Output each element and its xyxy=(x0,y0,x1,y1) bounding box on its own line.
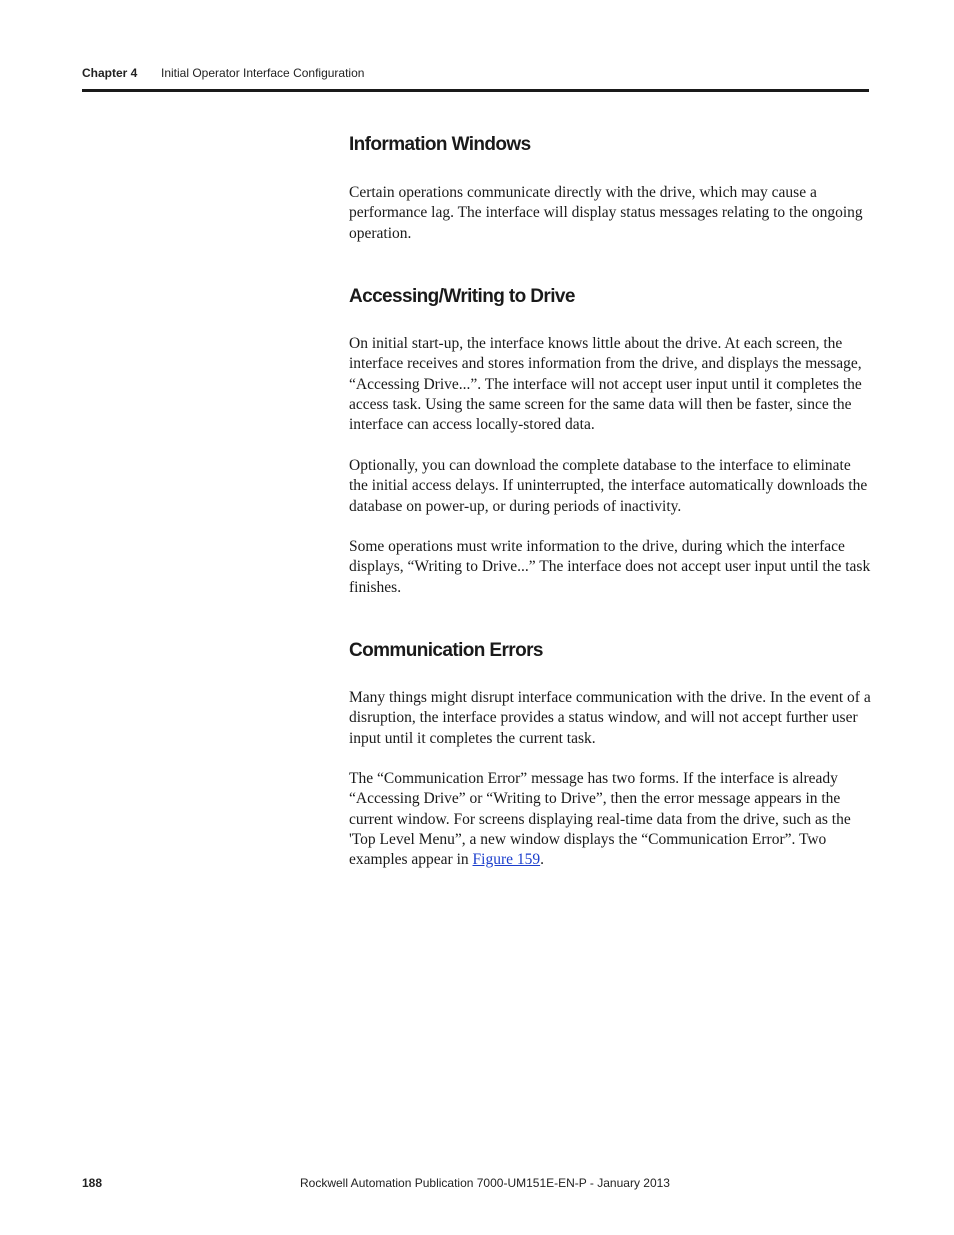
paragraph: Many things might disrupt interface communication with the drive. In the event of a disruption, the interface provides a status window, and will not accept further user input until it completes the current task. xyxy=(349,689,871,747)
paragraph: Certain operations communicate directly with the drive, which may cause a performance lag. The interface will display status messages relating to the ongoing operation. xyxy=(349,184,863,242)
paragraph-text: The “Communication Error” message has two forms. If the interface is already “Accessing Drive” or “Writing to Drive”, then the error message appears in the current window. For screens displaying real-time data from the drive, such as the 'Top Level Menu”, a new window displays the “Communication Error”. Two examples appear in xyxy=(349,770,851,869)
paragraph: Optionally, you can download the complete database to the interface to eliminate the initial access delays. If uninterrupted, the interface automatically downloads the database on power-up, or during periods of inactivity. xyxy=(349,457,868,515)
paragraph: On initial start-up, the interface knows little about the drive. At each screen, the interface receives and stores information from the drive, and displays the message, “Accessing Drive...”. The interface will not accept user input until it completes the access task. Using the same screen for the same data will then be faster, since the interface can access locally-stored data. xyxy=(349,335,862,434)
paragraph-end: . xyxy=(540,851,544,869)
figure-159-link[interactable]: Figure 159 xyxy=(472,851,541,869)
section-heading-communication-errors: Communication Errors xyxy=(349,640,543,661)
chapter-label: Chapter 4 xyxy=(82,66,138,80)
section-heading-accessing-writing: Accessing/Writing to Drive xyxy=(349,286,575,307)
paragraph xyxy=(349,769,871,870)
running-header xyxy=(82,66,869,80)
page-number: 188 xyxy=(82,1176,103,1190)
paragraph: Some operations must write information to the drive, during which the interface displays, “Writing to Drive...” The interface does not accept user input until the task finishes. xyxy=(349,538,871,596)
chapter-title: Initial Operator Interface Configuration xyxy=(161,66,365,80)
publication-info: Rockwell Automation Publication 7000-UM151E-EN-P - January 2013 xyxy=(300,1176,670,1190)
section-heading-information-windows: Information Windows xyxy=(349,134,531,155)
header-rule xyxy=(82,89,869,92)
